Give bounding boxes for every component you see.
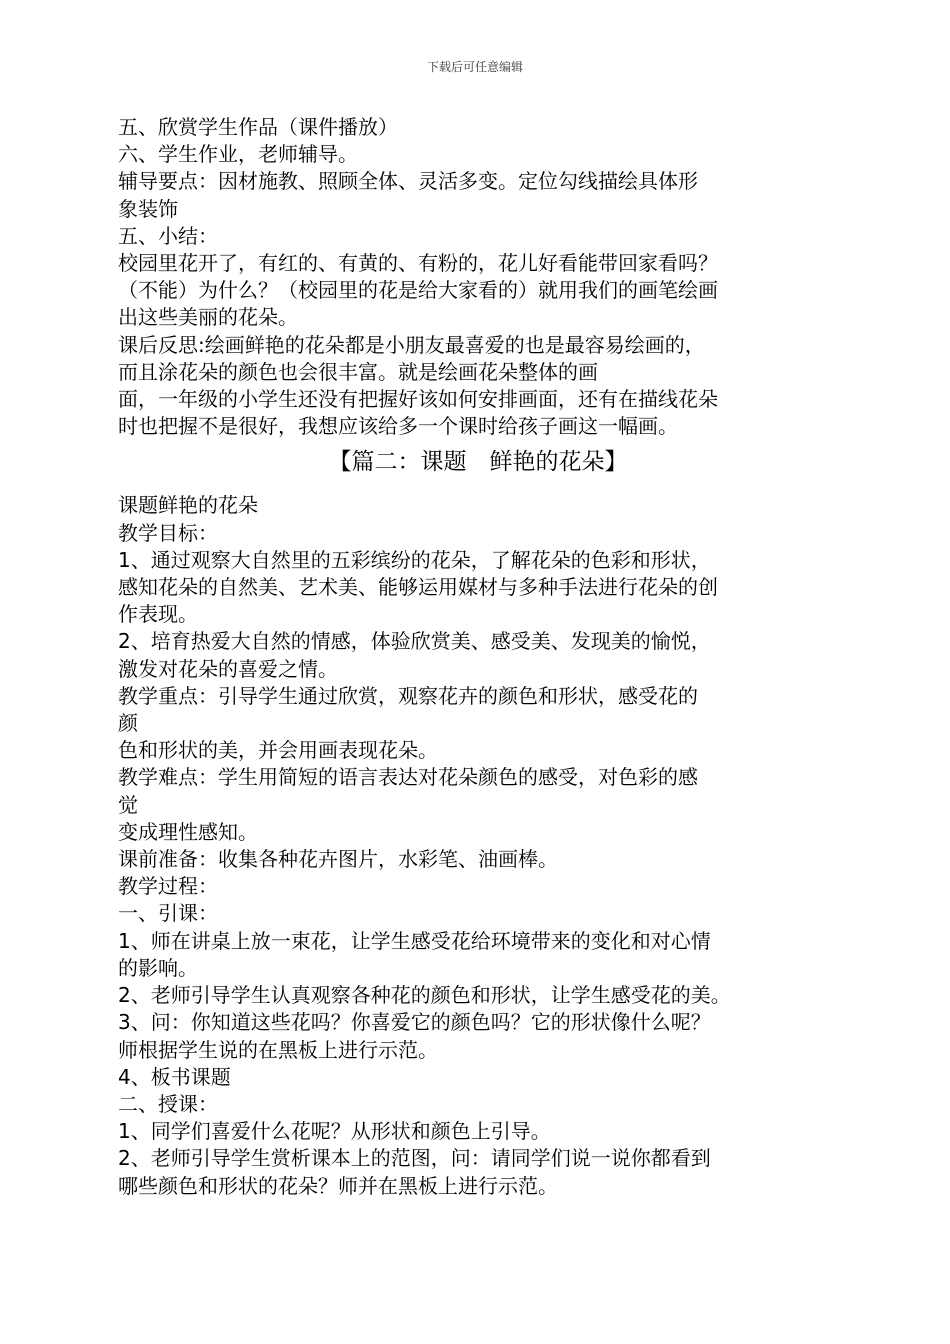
section-part-one (118, 114, 838, 440)
text-line: 师根据学生说的在黑板上进行示范。 (118, 1037, 438, 1062)
text-line: 变成理性感知。 (118, 819, 258, 844)
text-line: 2、培育热爱大自然的情感，体验欣赏美、感受美、发现美的愉悦， (118, 629, 711, 654)
text-line: 颜 (118, 711, 138, 736)
text-line: 色和形状的美，并会用画表现花朵。 (118, 738, 438, 763)
text-line: 2、老师引导学生认真观察各种花的颜色和形状，让学生感受花的美。 (118, 983, 731, 1008)
text-line: 教学重点：引导学生通过欣赏，观察花卉的颜色和形状，感受花的 (118, 683, 698, 708)
text-line: 一、引课： (118, 901, 218, 926)
text-line: 1、师在讲桌上放一束花，让学生感受花给环境带来的变化和对心情 (118, 928, 711, 953)
text-line: 的影响。 (118, 955, 198, 980)
text-line: 教学难点：学生用简短的语言表达对花朵颜色的感受，对色彩的感 (118, 765, 698, 790)
text-line: 1、同学们喜爱什么花呢？从形状和颜色上引导。 (118, 1119, 551, 1144)
text-line: 4、板书课题 (118, 1064, 231, 1089)
text-line: 课题鲜艳的花朵 (118, 493, 258, 518)
text-line: 六、学生作业，老师辅导。 (118, 142, 358, 167)
text-line: 觉 (118, 792, 138, 817)
text-line: （不能）为什么？（校园里的花是给大家看的）就用我们的画笔绘画 (118, 278, 718, 303)
text-line: 哪些颜色和形状的花朵？师并在黑板上进行示范。 (118, 1173, 558, 1198)
text-line: 出这些美丽的花朵。 (118, 305, 298, 330)
text-line: 3、问：你知道这些花吗？你喜爱它的颜色吗？它的形状像什么呢？ (118, 1010, 711, 1035)
text-line: 1、通过观察大自然里的五彩缤纷的花朵，了解花朵的色彩和形状， (118, 547, 711, 572)
text-line: 象装饰 (118, 196, 178, 221)
text-line: 而且涂花朵的颜色也会很丰富。就是绘画花朵整体的画 (118, 359, 598, 384)
text-line: 五、小结： (118, 223, 218, 248)
text-line: 辅导要点：因材施教、照顾全体、灵活多变。定位勾线描绘具体形 (118, 169, 698, 194)
text-line: 感知花朵的自然美、艺术美、能够运用媒材与多种手法进行花朵的创 (118, 575, 718, 600)
text-line: 二、授课： (118, 1091, 218, 1116)
text-line: 作表现。 (118, 602, 198, 627)
section-heading: 【篇二：课题 鲜艳的花朵】 (328, 449, 628, 476)
text-line: 面，一年级的小学生还没有把握好该如何安排画面，还有在描线花朵 (118, 387, 718, 412)
text-line: 教学过程： (118, 874, 218, 899)
text-line: 五、欣赏学生作品（课件播放） (118, 115, 398, 139)
text-line: 教学目标： (118, 520, 218, 545)
text-line: 2、老师引导学生赏析课本上的范图，问：请同学们说一说你都看到 (118, 1146, 711, 1171)
text-line: 激发对花朵的喜爱之情。 (118, 656, 338, 681)
section-part-two (118, 492, 838, 1199)
text-line: 时也把握不是很好，我想应该给多一个课时给孩子画这一幅画。 (118, 414, 678, 439)
text-line: 课后反思:绘画鲜艳的花朵都是小朋友最喜爱的也是最容易绘画的， (118, 332, 705, 357)
text-line: 校园里花开了，有红的、有黄的、有粉的，花儿好看能带回家看吗？ (118, 251, 718, 276)
page-header: 下载后可任意编辑 (426, 60, 523, 74)
text-line: 课前准备：收集各种花卉图片，水彩笔、油画棒。 (118, 847, 558, 872)
document-body (118, 114, 838, 1200)
